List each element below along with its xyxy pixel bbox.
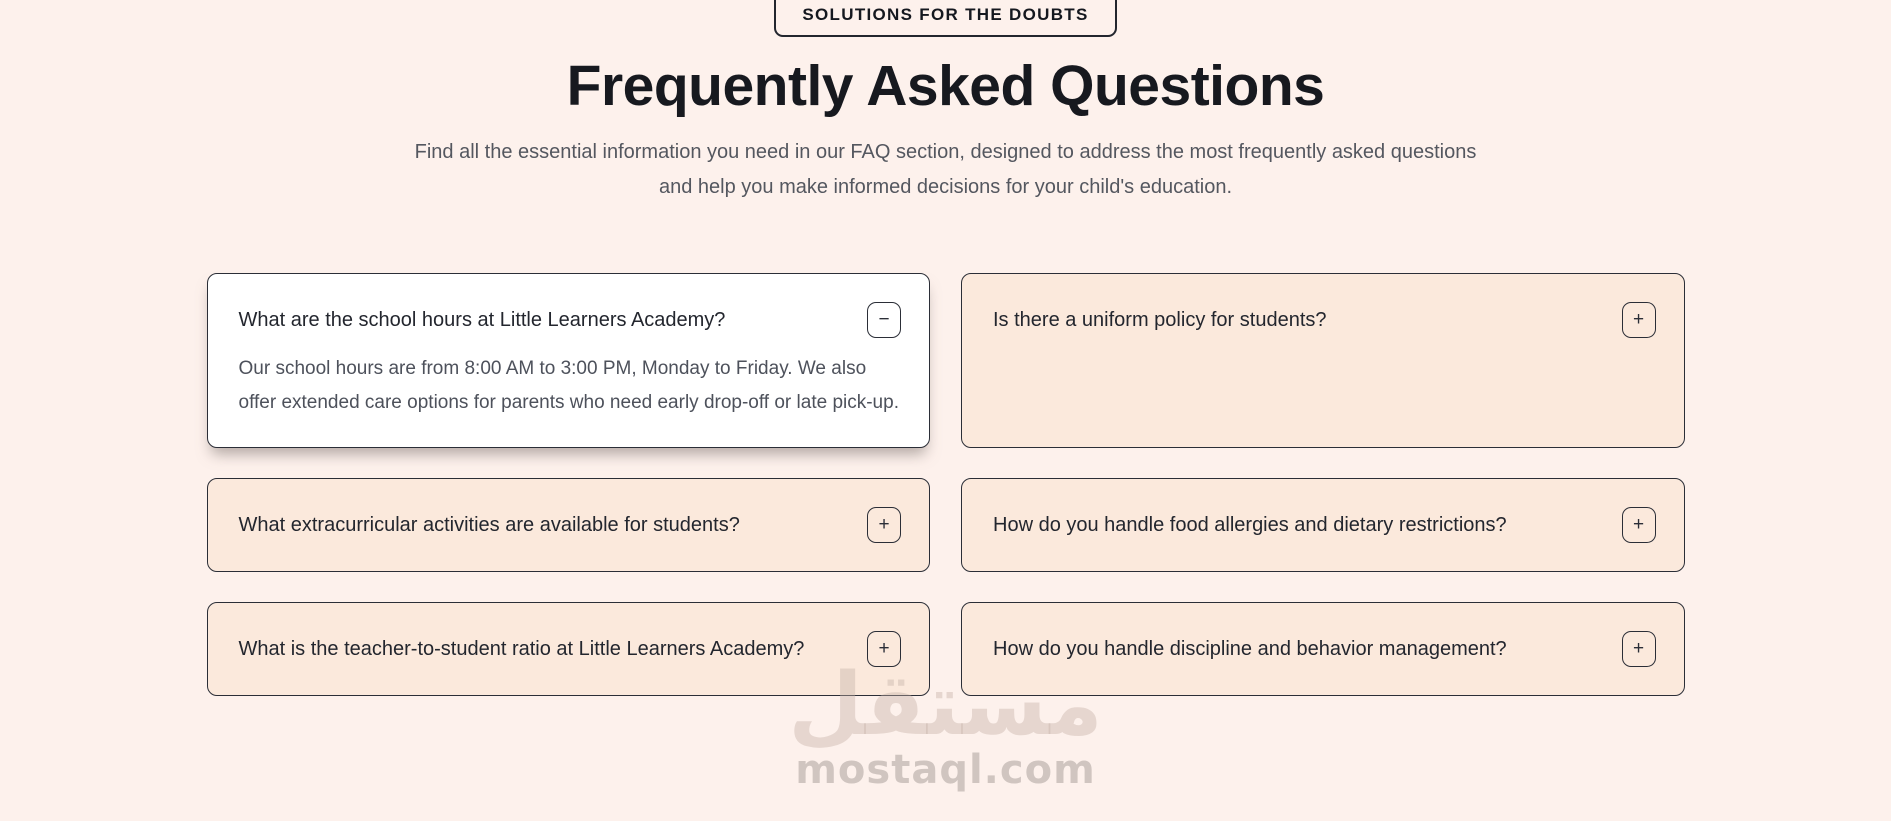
faq-question: What extracurricular activities are available for students? xyxy=(238,513,740,536)
faq-question-row xyxy=(993,507,1656,543)
page-title: Frequently Asked Questions xyxy=(566,54,1325,118)
faq-question-row xyxy=(239,631,902,667)
faq-card-food-allergies[interactable] xyxy=(961,478,1685,572)
collapse-button[interactable] xyxy=(867,302,901,338)
expand-button[interactable] xyxy=(867,631,901,667)
section-badge: SOLUTIONS FOR THE DOUBTS xyxy=(774,0,1116,37)
watermark-arabic-text: مستقل xyxy=(788,655,1103,755)
faq-question-row xyxy=(993,302,1656,338)
faq-question-row xyxy=(993,631,1656,667)
faq-question: What are the school hours at Little Learners Academy? xyxy=(238,308,726,331)
faq-question: How do you handle food allergies and dietary restrictions? xyxy=(993,513,1507,536)
plus-icon: + xyxy=(1632,638,1645,659)
faq-question: What is the teacher-to-student ratio at Little Learners Academy? xyxy=(238,637,805,660)
faq-card-school-hours[interactable] xyxy=(207,273,931,448)
plus-icon: + xyxy=(878,514,890,535)
section-subtitle: Find all the essential information you need in our FAQ section, designed to address the most frequently asked questions and help you make informed decisions for your child's education. xyxy=(414,141,1477,198)
faq-section-header xyxy=(0,0,1891,205)
faq-card-extracurricular[interactable] xyxy=(207,478,931,572)
faq-card-teacher-ratio[interactable] xyxy=(207,602,931,696)
expand-button[interactable] xyxy=(1622,302,1656,338)
faq-answer: Our school hours are from 8:00 AM to 3:00 PM, Monday to Friday. We also offer extended care options for parents who need early drop-off or late pick-up. xyxy=(238,358,899,413)
faq-card-discipline[interactable] xyxy=(961,602,1685,696)
expand-button[interactable] xyxy=(867,507,901,543)
plus-icon: + xyxy=(1632,514,1645,535)
expand-button[interactable] xyxy=(1622,507,1656,543)
faq-question-row xyxy=(239,302,902,338)
expand-button[interactable] xyxy=(1622,631,1656,667)
plus-icon: + xyxy=(1632,309,1645,330)
minus-icon: − xyxy=(878,309,890,330)
plus-icon: + xyxy=(878,638,890,659)
faq-question: Is there a uniform policy for students? xyxy=(993,308,1327,331)
faq-card-uniform-policy[interactable] xyxy=(961,273,1685,448)
faq-question: How do you handle discipline and behavior management? xyxy=(993,637,1507,660)
faq-grid xyxy=(207,273,1685,696)
faq-question-row xyxy=(239,507,902,543)
watermark-latin-text: mostaql.com xyxy=(795,747,1096,794)
